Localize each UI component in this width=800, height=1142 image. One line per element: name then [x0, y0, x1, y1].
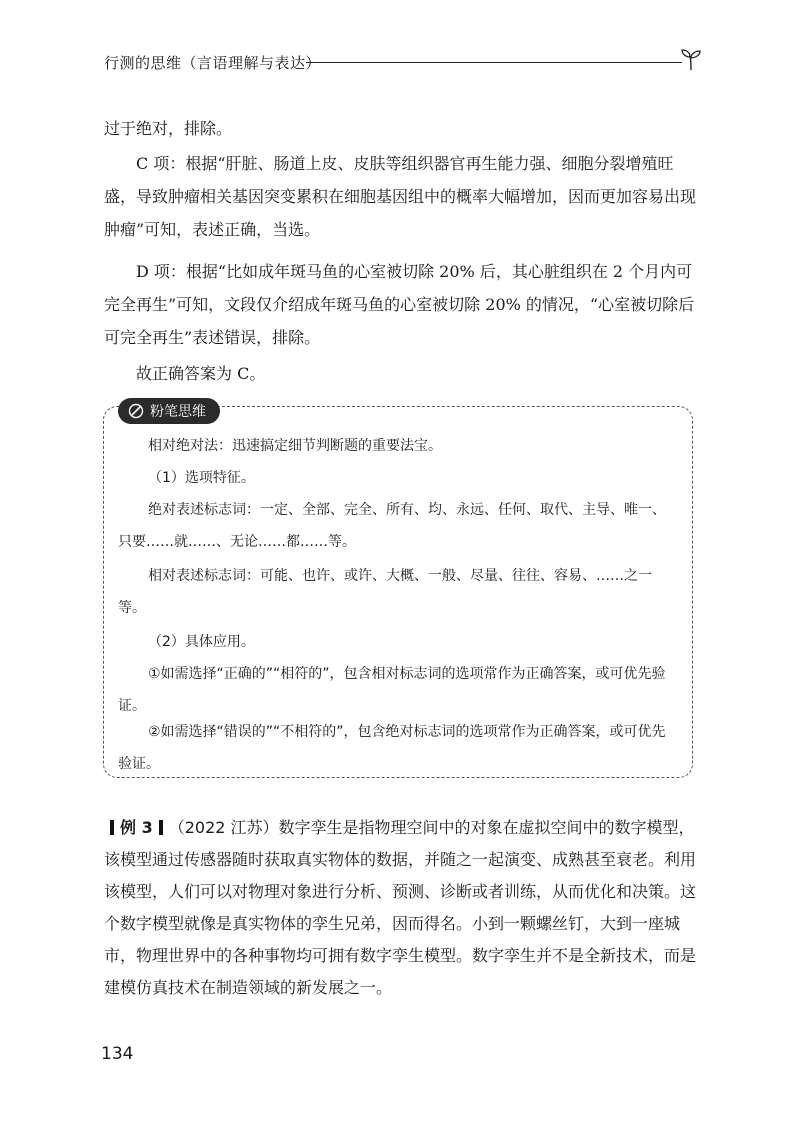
header-rule [306, 62, 682, 63]
example-paragraph [104, 812, 698, 1004]
paragraph-conclusion-b: 过于绝对，排除。 [104, 119, 233, 138]
example-source: （2022 江苏） [168, 818, 279, 837]
tip-line-relative-words: 相对表述标志词：可能、也许、或许、大概、一般、尽量、往往、容易、……之一等。 [118, 568, 652, 616]
tip-line-rule-correct: ①如需选择“正确的”“相符的”，包含相对标志词的选项常作为正确答案，或可优先验证。 [118, 666, 666, 714]
example-bar-left [110, 820, 114, 835]
example-text: 数字孪生是指物理空间中的对象在虚拟空间中的数字模型，该模型通过传感器随时获取真实物体的数据，并随之一起演变、成熟甚至衰老。利用该模型，人们可以对物理对象进行分析、预测、诊断或者训练，从而优化和决策。这个数字模型就像是真实物体的孪生兄弟，因而得名。小到一颗螺丝钉，大到一座城市，物理世界中的各种事物均可拥有数字孪生模型。数字孪生并不是全新技术，而是建模仿真技术在制造领域的新发展之一。 [104, 818, 697, 997]
tip-tag-label: 粉笔思维 [150, 404, 206, 420]
tip-line-absolute-words: 绝对表述标志词：一定、全部、完全、所有、均、永远、任何、取代、主导、唯一、只要……就……、无论……都……等。 [118, 502, 666, 550]
running-header [104, 46, 704, 76]
paragraph-option-c: C 项：根据“肝脏、肠道上皮、皮肤等组织器官再生能力强、细胞分裂增殖旺盛，导致肿瘤相关基因突变累积在细胞基因组中的概率大幅增加，因而更加容易出现肿瘤”可知，表述正确，当选。 [104, 154, 697, 239]
paragraph-answer: 故正确答案为 C。 [136, 364, 266, 383]
tip-line-rule-wrong: ②如需选择“错误的”“不相符的”，包含绝对标志词的选项常作为正确答案，或可优先验证。 [118, 724, 666, 772]
page-number: 134 [101, 1044, 134, 1064]
tip-line-method: 相对绝对法：迅速搞定细节判断题的重要法宝。 [148, 438, 442, 454]
sprout-icon [678, 46, 704, 72]
example-bar-right [159, 820, 163, 835]
example-label: 例 3 [120, 818, 153, 837]
tip-line-section-2: （2）具体应用。 [148, 634, 255, 650]
header-title: 行测的思维（言语理解与表达） [104, 54, 322, 72]
tip-tag [118, 398, 220, 424]
tip-line-section-1: （1）选项特征。 [148, 470, 255, 486]
paragraph-option-d: D 项：根据“比如成年斑马鱼的心室被切除 20% 后，其心脏组织在 2 个月内可完全再生”可知，文段仅介绍成年斑马鱼的心室被切除 20% 的情况，“心室被切除后可完全再生”表述错误，排除。 [104, 262, 695, 347]
chalk-icon [128, 403, 144, 419]
